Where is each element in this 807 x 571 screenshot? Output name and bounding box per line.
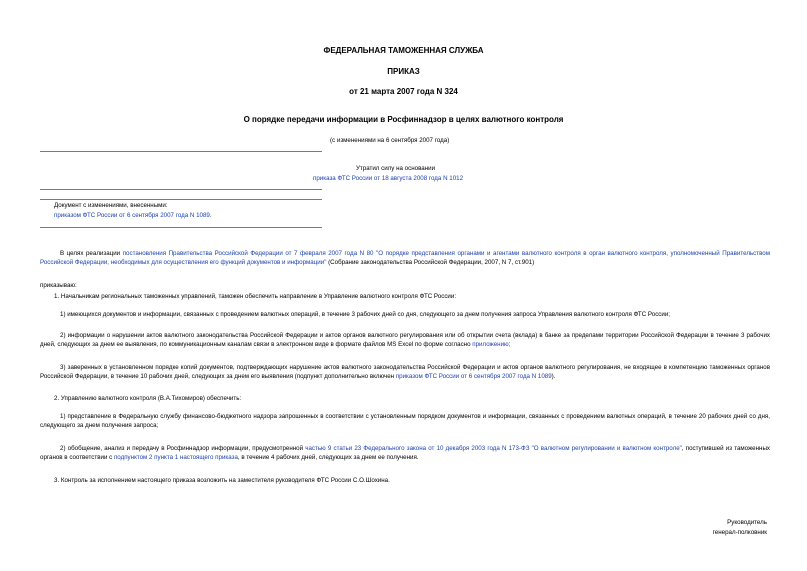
divider <box>40 151 322 152</box>
paragraph-2-1: 1) представление в Федеральную службу финансово-бюджетного надзора запрошенных в соответствии с установленным порядком документов и информации, связанных с проведением валютных операций, в течение 20 рабочих дней со дня, следующего за днем получения запроса; <box>40 413 770 429</box>
paragraph-1-3-suffix: ). <box>551 373 556 380</box>
document-title: О порядке передачи информации в Росфиннадзор в целях валютного контроля <box>243 115 564 124</box>
appendix-link[interactable]: приложению <box>472 341 509 348</box>
divider <box>40 227 322 228</box>
amendments-label: Документ с изменениями, внесенными: <box>54 202 168 209</box>
paragraph-1: 1. Начальникам региональных таможенных управлений, таможен обеспечить направление в Управление валютного контроля ФТС России: <box>54 293 457 300</box>
paragraph-1-2-text: 2) информации о нарушении актов валютного законодательства Российской Федерации и актов органов валютного регулирования или об открытии счета (вклада) в банке за пределами территории Российской Федерации в течение 3 рабочих дней, следующих за днем ее выявления, по коммуникационным каналам связи в электронном виде в формате файлов MS Excel по форме согласно <box>40 332 770 348</box>
paragraph-1-3 <box>40 363 770 381</box>
paragraph-2-2-suffix: , в течение 4 рабочих дней, следующих за днем ее получения. <box>237 454 419 461</box>
repeal-order-link[interactable]: приказа ФТС России от 18 августа 2008 года N 1012 <box>313 175 464 182</box>
amendments-line <box>54 211 212 220</box>
subparagraph-link[interactable]: подпунктом 2 пункта 1 настоящего приказа <box>113 454 238 461</box>
paragraph-1-2 <box>40 331 770 349</box>
signature-title: Руководитель <box>727 519 767 526</box>
document-type: ПРИКАЗ <box>387 67 420 76</box>
federal-law-link[interactable]: частью 9 статьи 23 Федерального закона от 10 декабря 2003 года N 173-ФЗ "О валютном регулировании и валютном контроле" <box>305 445 682 452</box>
preamble-suffix: (Собрание законодательства Российской Федерации, 2007, N 7, ст.901) <box>326 259 535 266</box>
paragraph-2-2 <box>40 444 770 462</box>
status-text: Утратил силу на основании <box>356 165 436 172</box>
agency-name: ФЕДЕРАЛЬНАЯ ТАМОЖЕННАЯ СЛУЖБА <box>323 46 484 55</box>
paragraph-1-1: 1) имеющихся документов и информации, связанных с проведением валютных операций, в течение 3 рабочих дней со дня, следующего за днем получения запроса Управления валютного контроля ФТС России; <box>60 311 671 318</box>
divider <box>40 199 322 200</box>
paragraph-1-2-suffix: ; <box>508 341 511 348</box>
paragraph-2-2-mid: , поступившей из таможенных органов в соответствии с <box>40 445 771 461</box>
document-date-number: от 21 марта 2007 года N 324 <box>349 87 458 96</box>
paragraph-2: 2. Управлению валютного контроля (В.А.Тихомиров) обеспечить: <box>54 395 242 402</box>
amending-order-link[interactable]: приказом ФТС России от 6 сентября 2007 года N 1089 <box>54 212 210 219</box>
government-decree-link[interactable]: постановления Правительства Российской Федерации от 7 февраля 2007 года N 80 "О порядке представления органами и агентами валютного контроля в орган валютного контроля, уполномоченный Правительством Российской Федерации, необходимых для осуществления его функций документов и информации" <box>40 250 770 266</box>
signature-rank: генерал-полковник <box>712 529 767 536</box>
divider <box>40 189 322 190</box>
changes-note: (с изменениями на 6 сентября 2007 года) <box>330 137 450 144</box>
amending-order-inline-link[interactable]: приказом ФТС России от 6 сентября 2007 года N 1089 <box>395 373 552 380</box>
preamble-paragraph <box>40 249 770 267</box>
paragraph-2-2-text: 2) обобщение, анализ и передачу в Росфиннадзор информации, предусмотренной <box>60 445 306 452</box>
paragraph-1-3-text: 3) заверенных в установленном порядке копий документов, подтверждающих нарушение актов валютного законодательства Российской Федерации и актов органов валютного регулирования, не входящее в компетенцию таможенных органов Российской Федерации, в течение 10 рабочих дней, следующих за днем его выявления (подпункт дополнительно включен <box>40 364 770 380</box>
amendments-suffix: . <box>209 212 212 219</box>
paragraph-3: 3. Контроль за исполнением настоящего приказа возложить на заместителя руководителя ФТС России С.О.Шохина. <box>54 477 390 484</box>
preamble-prefix: В целях реализации <box>60 250 123 257</box>
order-word: приказываю: <box>40 282 77 289</box>
